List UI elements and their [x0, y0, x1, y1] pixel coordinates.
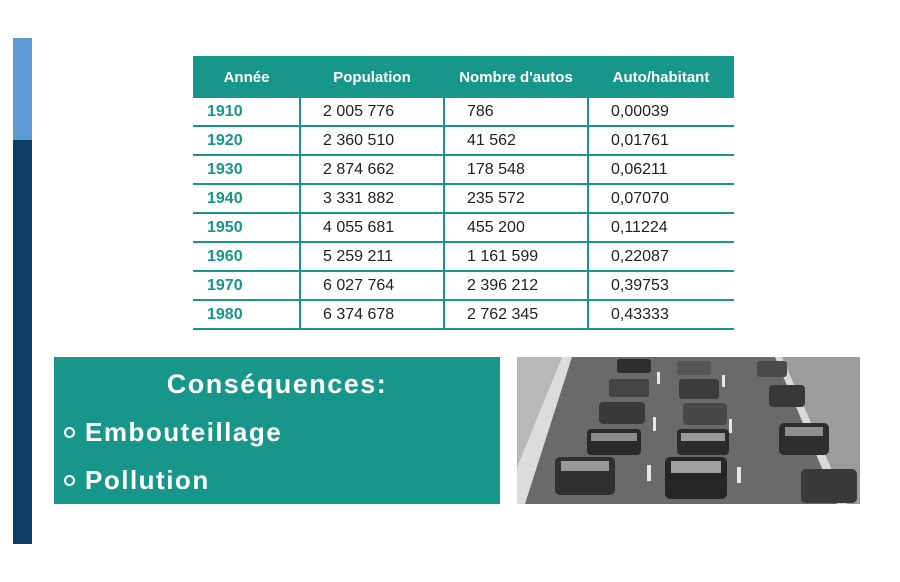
accent-bar-top — [13, 38, 32, 140]
table-row — [193, 300, 734, 329]
table-row — [193, 242, 734, 271]
cell-year: 1940 — [193, 184, 300, 213]
table-row — [193, 271, 734, 300]
cell-population: 6 027 764 — [300, 271, 444, 300]
cell-cars: 2 762 345 — [444, 300, 588, 329]
cell-population: 2 360 510 — [300, 126, 444, 155]
cell-ratio: 0,01761 — [588, 126, 734, 155]
list-item — [64, 465, 210, 496]
cell-year: 1950 — [193, 213, 300, 242]
cell-cars: 455 200 — [444, 213, 588, 242]
cell-population: 3 331 882 — [300, 184, 444, 213]
traffic-jam-illustration — [517, 357, 860, 504]
cell-cars: 786 — [444, 98, 588, 126]
bullet-text: Embouteillage — [85, 417, 283, 447]
cell-year: 1980 — [193, 300, 300, 329]
cell-ratio: 0,39753 — [588, 271, 734, 300]
cell-population: 2 005 776 — [300, 98, 444, 126]
cell-ratio: 0,00039 — [588, 98, 734, 126]
header-cars: Nombre d'autos — [459, 68, 573, 86]
cell-cars: 2 396 212 — [444, 271, 588, 300]
cell-population: 5 259 211 — [300, 242, 444, 271]
header-year: Année — [223, 68, 270, 86]
table-row — [193, 126, 734, 155]
accent-bar-bottom — [13, 140, 32, 544]
car-statistics-table — [193, 56, 734, 330]
cell-ratio: 0,11224 — [588, 213, 734, 242]
cell-cars: 178 548 — [444, 155, 588, 184]
consequences-title: Conséquences: — [166, 369, 388, 399]
header-cars-per-capita: Auto/habitant — [612, 68, 710, 86]
cell-year: 1920 — [193, 126, 300, 155]
cell-population: 4 055 681 — [300, 213, 444, 242]
table-row — [193, 184, 734, 213]
traffic-jam-photo — [517, 357, 860, 504]
cell-year: 1970 — [193, 271, 300, 300]
bullet-text: Pollution — [85, 465, 210, 495]
cell-cars: 235 572 — [444, 184, 588, 213]
cell-year: 1930 — [193, 155, 300, 184]
header-population: Population — [333, 68, 411, 86]
list-item — [64, 417, 282, 448]
table-header-row — [193, 56, 734, 98]
bullet-circle-icon — [64, 475, 75, 486]
cell-ratio: 0,07070 — [588, 184, 734, 213]
consequences-box — [54, 357, 500, 504]
cell-ratio: 0,43333 — [588, 300, 734, 329]
table-row — [193, 155, 734, 184]
cell-year: 1960 — [193, 242, 300, 271]
cell-ratio: 0,22087 — [588, 242, 734, 271]
cell-cars: 1 161 599 — [444, 242, 588, 271]
cell-ratio: 0,06211 — [588, 155, 734, 184]
cell-population: 6 374 678 — [300, 300, 444, 329]
cell-population: 2 874 662 — [300, 155, 444, 184]
table-row — [193, 98, 734, 126]
table-row — [193, 213, 734, 242]
bullet-circle-icon — [64, 427, 75, 438]
cell-cars: 41 562 — [444, 126, 588, 155]
cell-year: 1910 — [193, 98, 300, 126]
